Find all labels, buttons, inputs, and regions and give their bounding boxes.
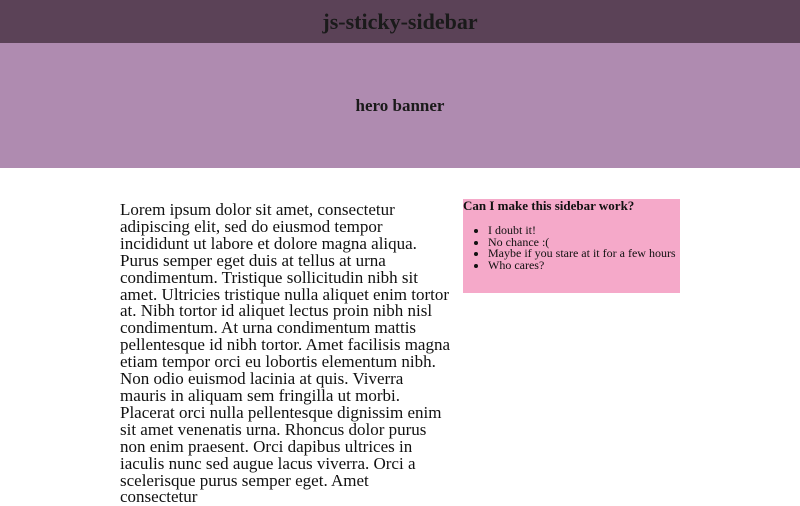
sidebar-list [463, 225, 680, 272]
site-title: js-sticky-sidebar [322, 8, 478, 34]
list-item: • No chance :( [488, 237, 680, 249]
list-item: • Who cares? [488, 260, 680, 272]
hero-banner [0, 43, 800, 168]
main-content [120, 202, 450, 506]
sticky-sidebar [463, 199, 680, 293]
site-header [0, 0, 800, 43]
list-item: • Maybe if you stare at it for a few hours [488, 248, 680, 260]
sidebar-title: Can I make this sidebar work? [463, 198, 635, 213]
content-paragraph: Lorem ipsum dolor sit amet, consectetur adipiscing elit, sed do eiusmod tempor incididunt ut labore et dolore magna aliqua. Purus semper eget duis at tellus at urna condimentum. Tristique sollicitudin nibh sit amet. Ultricies tristique nulla aliquet enim tortor at. Nibh tortor id aliquet lectus proin nibh nisl condimentum. At urna condimentum mattis pellentesque id nibh tortor. Amet facilisis magna etiam tempor orci eu lobortis elementum nibh. Non odio euismod lacinia at quis. Viverra mauris in aliquam sem fringilla ut morbi. Placerat orci nulla pellentesque dignissim enim sit amet venenatis urna. Rhoncus dolor purus non enim praesent. Orci dapibus ultrices in iaculis nunc sed augue lacus viverra. Orci a scelerisque purus semper eget. Amet consectetur [120, 200, 451, 506]
list-item: • I doubt it! [488, 225, 680, 237]
hero-title: hero banner [355, 95, 445, 115]
main-area [0, 168, 800, 506]
